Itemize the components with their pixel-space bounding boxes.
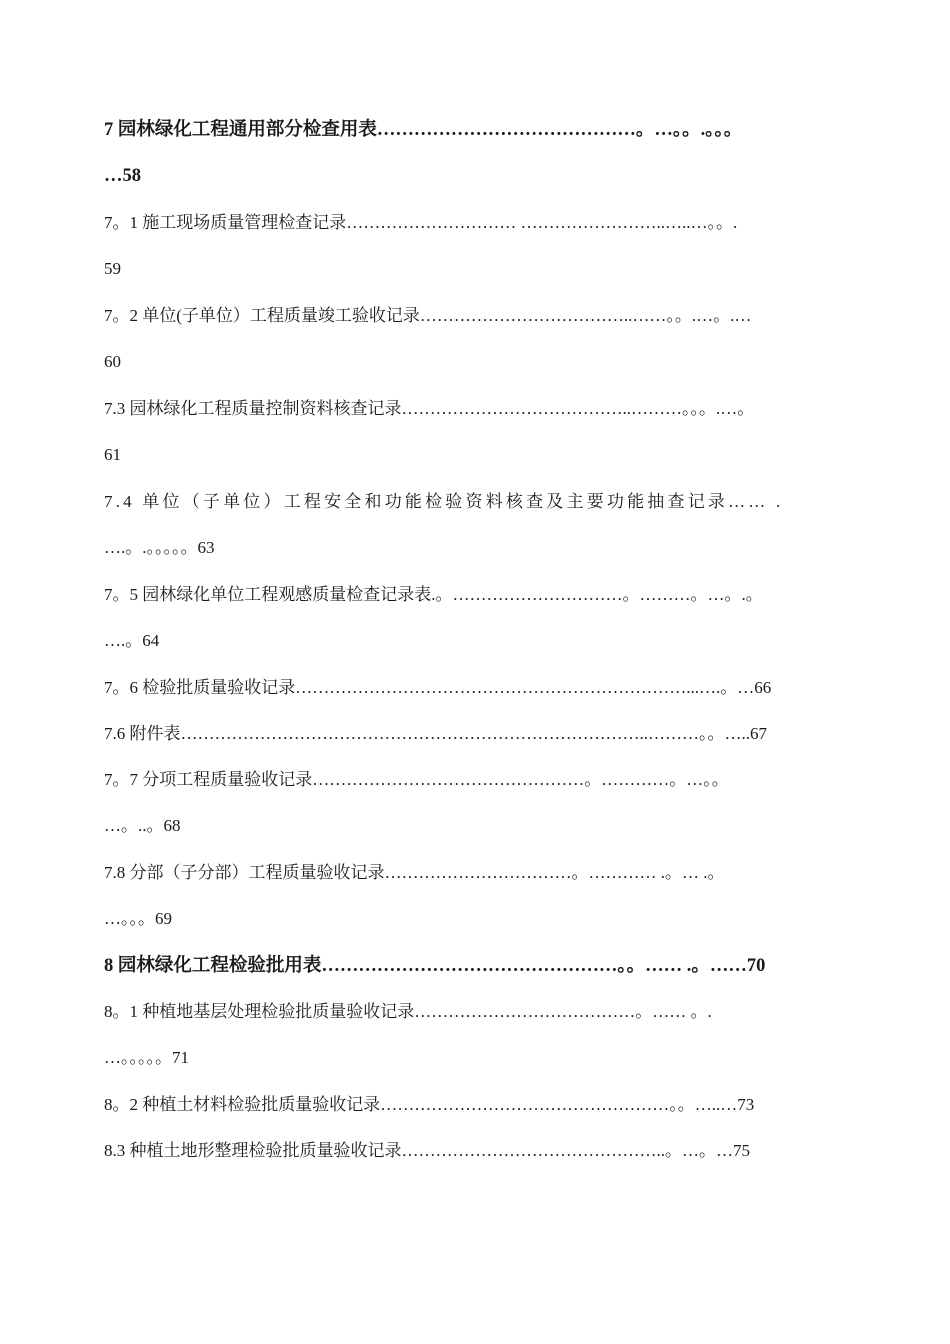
toc-item-8-2-line1[interactable]: 8。2 种植土材料检验批质量验收记录……………………………………………。。…..…73 xyxy=(104,1095,755,1114)
toc-item-7-1-line1[interactable]: 7。1 施工现场质量管理检查记录………………………… ……………………..…..…。。. xyxy=(104,213,738,232)
toc-item-7-1-page: 59 xyxy=(104,259,121,278)
toc-item-8-1-page: …。。。。。71 xyxy=(104,1048,189,1067)
toc-item-7-5-line1[interactable]: 7。5 园林绿化单位工程观感质量检查记录表.。…………………………。………。…。.。 xyxy=(104,585,763,604)
toc-chapter-7-page: …58 xyxy=(104,166,141,186)
toc-item-7-4-line1[interactable]: 7.4 单位（子单位）工程安全和功能检验资料核查及主要功能抽查记录…… . xyxy=(104,492,784,511)
toc-item-7-2-page: 60 xyxy=(104,352,121,371)
toc-item-7-6-appendix-line1[interactable]: 7.6 附件表………………………………………………………………………..………。。…..67 xyxy=(104,724,767,743)
toc-item-7-6-line1[interactable]: 7。6 检验批质量验收记录……………………………………………………………...….。…66 xyxy=(104,678,772,697)
toc-chapter-7-line1[interactable]: 7 园林绿化工程通用部分检查用表……………………………………。…。。.。。。 xyxy=(104,120,743,140)
toc-chapter-8-line1[interactable]: 8 园林绿化工程检验批用表…………………………………………。。…… .。……70 xyxy=(104,956,766,976)
toc-item-7-3-page: 61 xyxy=(104,445,121,464)
toc-item-7-8-line1[interactable]: 7.8 分部（子分部）工程质量验收记录……………………………。………… .。… .。 xyxy=(104,863,725,882)
toc-item-7-8-page: …。。。69 xyxy=(104,909,172,928)
toc-item-7-2-line1[interactable]: 7。2 单位(子单位）工程质量竣工验收记录………………………………..……。。.…。.… xyxy=(104,306,752,325)
toc-item-8-1-line1[interactable]: 8。1 种植地基层处理检验批质量验收记录…………………………………。…… 。. xyxy=(104,1002,712,1021)
table-of-contents xyxy=(104,118,864,1163)
toc-item-7-5-page: ….。64 xyxy=(104,631,160,650)
toc-item-7-4-page: ….。.。。。。。63 xyxy=(104,538,215,557)
toc-item-7-7-line1[interactable]: 7。7 分项工程质量验收记录…………………………………………。…………。…。。 xyxy=(104,770,729,789)
toc-item-7-3-line1[interactable]: 7.3 园林绿化工程质量控制资料核查记录…………………………………..………。。。.…。 xyxy=(104,399,755,418)
toc-item-8-3-line1[interactable]: 8.3 种植土地形整理检验批质量验收记录………………………………………..。…。…75 xyxy=(104,1141,750,1160)
toc-item-7-7-page: …。..。68 xyxy=(104,816,181,835)
